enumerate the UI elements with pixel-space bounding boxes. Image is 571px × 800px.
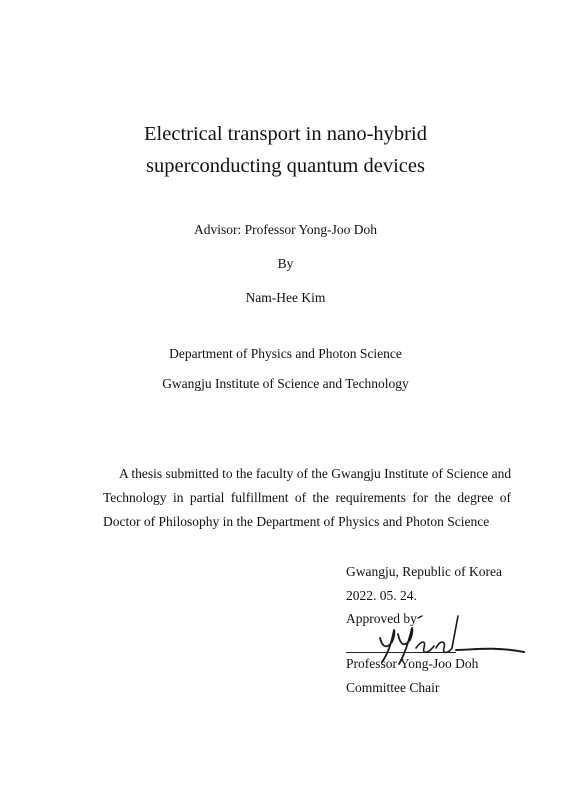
advisor-line: Advisor: Professor Yong-Joo Doh [193, 222, 377, 237]
institute-name: Gwangju Institute of Science and Technology [162, 376, 409, 391]
signature-underline [346, 652, 456, 653]
author-name: Nam-Hee Kim [245, 290, 326, 305]
statement-line-1: A thesis submitted to the faculty of the Gwangju Institute of Science and [119, 466, 512, 481]
statement-line-3: Doctor of Philosophy in the Department of Physics and Photon Science [103, 514, 490, 529]
thesis-title-line-2: superconducting quantum devices [146, 155, 425, 177]
signatory-name: Professor Yong-Joo Doh [346, 656, 479, 671]
by-line: By [277, 256, 294, 271]
thesis-title-line-1: Electrical transport in nano-hybrid [144, 123, 427, 145]
department-name: Department of Physics and Photon Science [169, 346, 402, 361]
approved-by-label: Approved by [346, 611, 417, 626]
signatory-role: Committee Chair [346, 680, 440, 695]
statement-line-2: Technology in partial fulfillment of the requirements for the degree of [103, 490, 511, 505]
date-line: 2022. 05. 24. [346, 588, 417, 603]
place-line: Gwangju, Republic of Korea [346, 564, 502, 579]
